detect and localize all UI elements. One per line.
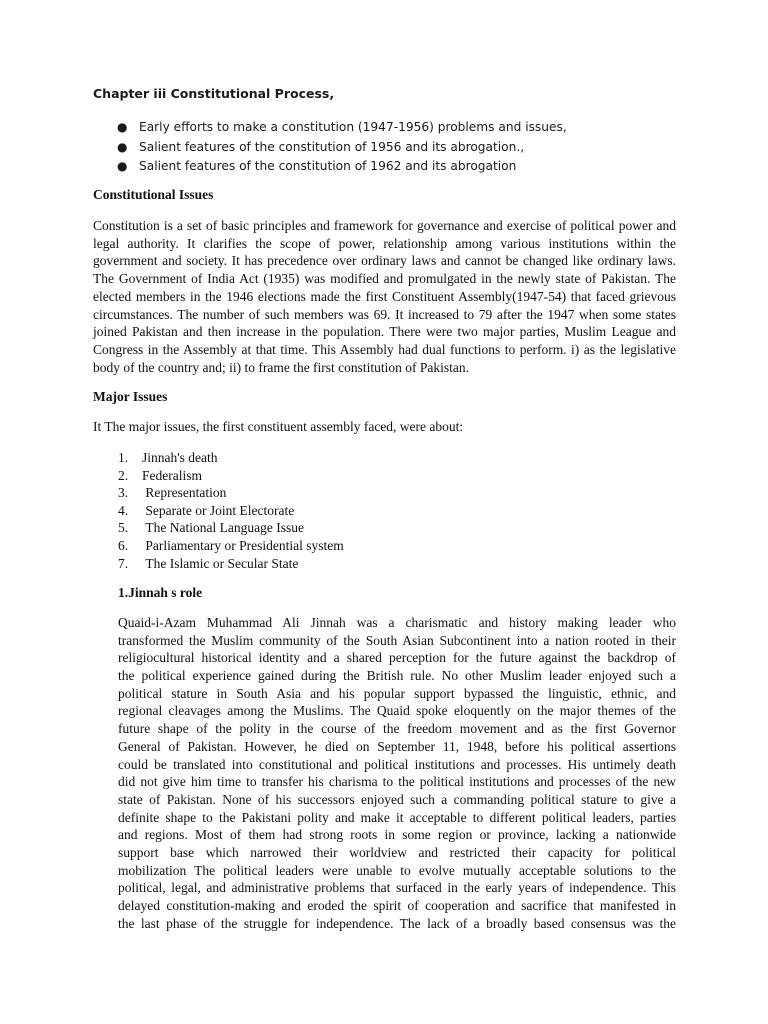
paragraph-line: General of Pakistan. However, he died on September 11, 1948, before his political assertions	[118, 738, 676, 754]
list-number: 2.	[118, 467, 129, 483]
list-number: 7.	[118, 555, 129, 571]
list-item	[118, 467, 344, 485]
paragraph-line: political stature in South Asia and his popular support bypassed the linguistic, ethnic, and	[118, 685, 676, 701]
list-item-text: The National Language Issue	[145, 520, 304, 536]
jinnah-role-paragraph	[118, 614, 676, 932]
section-heading-constitutional-issues: Constitutional Issues	[93, 187, 214, 202]
list-item	[117, 118, 567, 138]
list-item	[118, 484, 344, 502]
paragraph-line: transformed the Muslim community of the South Asian Subcontinent into a nation rooted in their	[118, 632, 676, 648]
paragraph-line: could be translated into constitutional and political institutions and processes. His untimely death	[118, 756, 676, 772]
list-item	[118, 502, 344, 520]
paragraph-line: and regions. Most of them had strong roots in some region or province, lacking a nationwide	[118, 827, 676, 843]
paragraph-line: state of Pakistan. None of his successors enjoyed such a commanding political stature to give a	[118, 791, 676, 807]
paragraph-line: the last phase of the struggle for independence. The lack of a broadly based consensus was the	[118, 915, 676, 931]
list-item-text: The Islamic or Secular State	[145, 555, 299, 571]
paragraph-line: mobilization The political leaders were unable to evolve mutually acceptable solutions to the	[118, 862, 676, 878]
list-item	[118, 449, 344, 467]
list-item-text: Salient features of the constitution of 1956 and its abrogation.,	[139, 139, 525, 154]
paragraph-line: regional cleavages among the Muslims. The Quaid spoke eloquently on the major themes of the	[118, 703, 676, 719]
list-number: 3.	[118, 485, 129, 501]
list-item-text: Federalism	[142, 467, 202, 483]
list-item	[118, 555, 344, 573]
paragraph-line: did not give him time to transfer his charisma to the political institutions and processes of the new	[118, 774, 676, 790]
list-number: 4.	[118, 502, 129, 518]
section-heading-jinnah-role: 1.Jinnah s role	[118, 585, 203, 600]
paragraph-line: future shape of the polity in the course of the freedom movement and as the first Governor	[118, 721, 676, 737]
bullet-icon: ●	[117, 120, 128, 134]
list-item-text: Salient features of the constitution of 1962 and its abrogation	[139, 159, 517, 173]
list-item-text: Jinnah's death	[142, 450, 218, 465]
list-item	[118, 537, 344, 555]
paragraph-line: delayed constitution-making and eroded the spirit of cooperation and sacrifice that manifested in	[118, 898, 676, 913]
list-item-text: Separate or Joint Electorate	[145, 502, 295, 518]
paragraph-line: Quaid-i-Azam Muhammad Ali Jinnah was a charismatic and history making leader who	[118, 615, 676, 630]
bullet-icon: ●	[117, 139, 128, 154]
paragraph-line: support base which narrowed their worldview and restricted their capacity for political	[118, 844, 676, 860]
section-heading-major-issues: Major Issues	[93, 389, 168, 404]
list-item	[117, 157, 567, 177]
paragraph-line: political, legal, and administrative problems that surfaced in the early years of independence. This	[118, 880, 676, 896]
list-item	[118, 519, 344, 537]
major-issues-list	[118, 449, 344, 572]
paragraph-line: religiocultural historical identity and a shared perception for the future against the backdrop of	[118, 650, 676, 666]
list-number: 1.	[118, 450, 129, 465]
bullet-icon: ●	[117, 159, 128, 173]
chapter-topics-list	[117, 118, 567, 177]
list-item-text: Parliamentary or Presidential system	[145, 537, 344, 553]
chapter-title: Chapter iii Constitutional Process,	[93, 86, 335, 101]
list-item	[117, 138, 567, 158]
list-number: 6.	[118, 537, 129, 553]
constitutional-issues-paragraph: Constitution is a set of basic principles and framework for governance and exercise of political power and legal authority. It clarifies the scope of power, relationship among various institutions within the government and society. It has precedence over ordinary laws and cannot be changed like ordinary laws. The Government of India Act (1935) was modified and promulgated in the newly state of Pakistan. The elected members in the 1946 elections made the first Constituent Assembly(1947-54) that faced grievous circumstances. The number of such members was 69. It increased to 79 after the 1947 when some states joined Pakistan and then increase in the population. There were two major parties, Muslim League and Congress in the Assembly at that time. This Assembly had dual functions to perform. i) as the legislative body of the country and; ii) to frame the first constitution of Pakistan.	[93, 218, 676, 375]
paragraph-line: the political experience gained during the British rule. No other Muslim leader enjoyed such a	[118, 668, 676, 684]
paragraph-line: definite shape to the Pakistani polity and make it acceptable to different political leaders, parties	[118, 809, 676, 825]
major-issues-intro: It The major issues, the first constituent assembly faced, were about:	[93, 419, 464, 434]
list-number: 5.	[118, 520, 129, 536]
list-item-text: Early efforts to make a constitution (1947-1956) problems and issues,	[139, 120, 567, 134]
list-item-text: Representation	[145, 485, 227, 501]
